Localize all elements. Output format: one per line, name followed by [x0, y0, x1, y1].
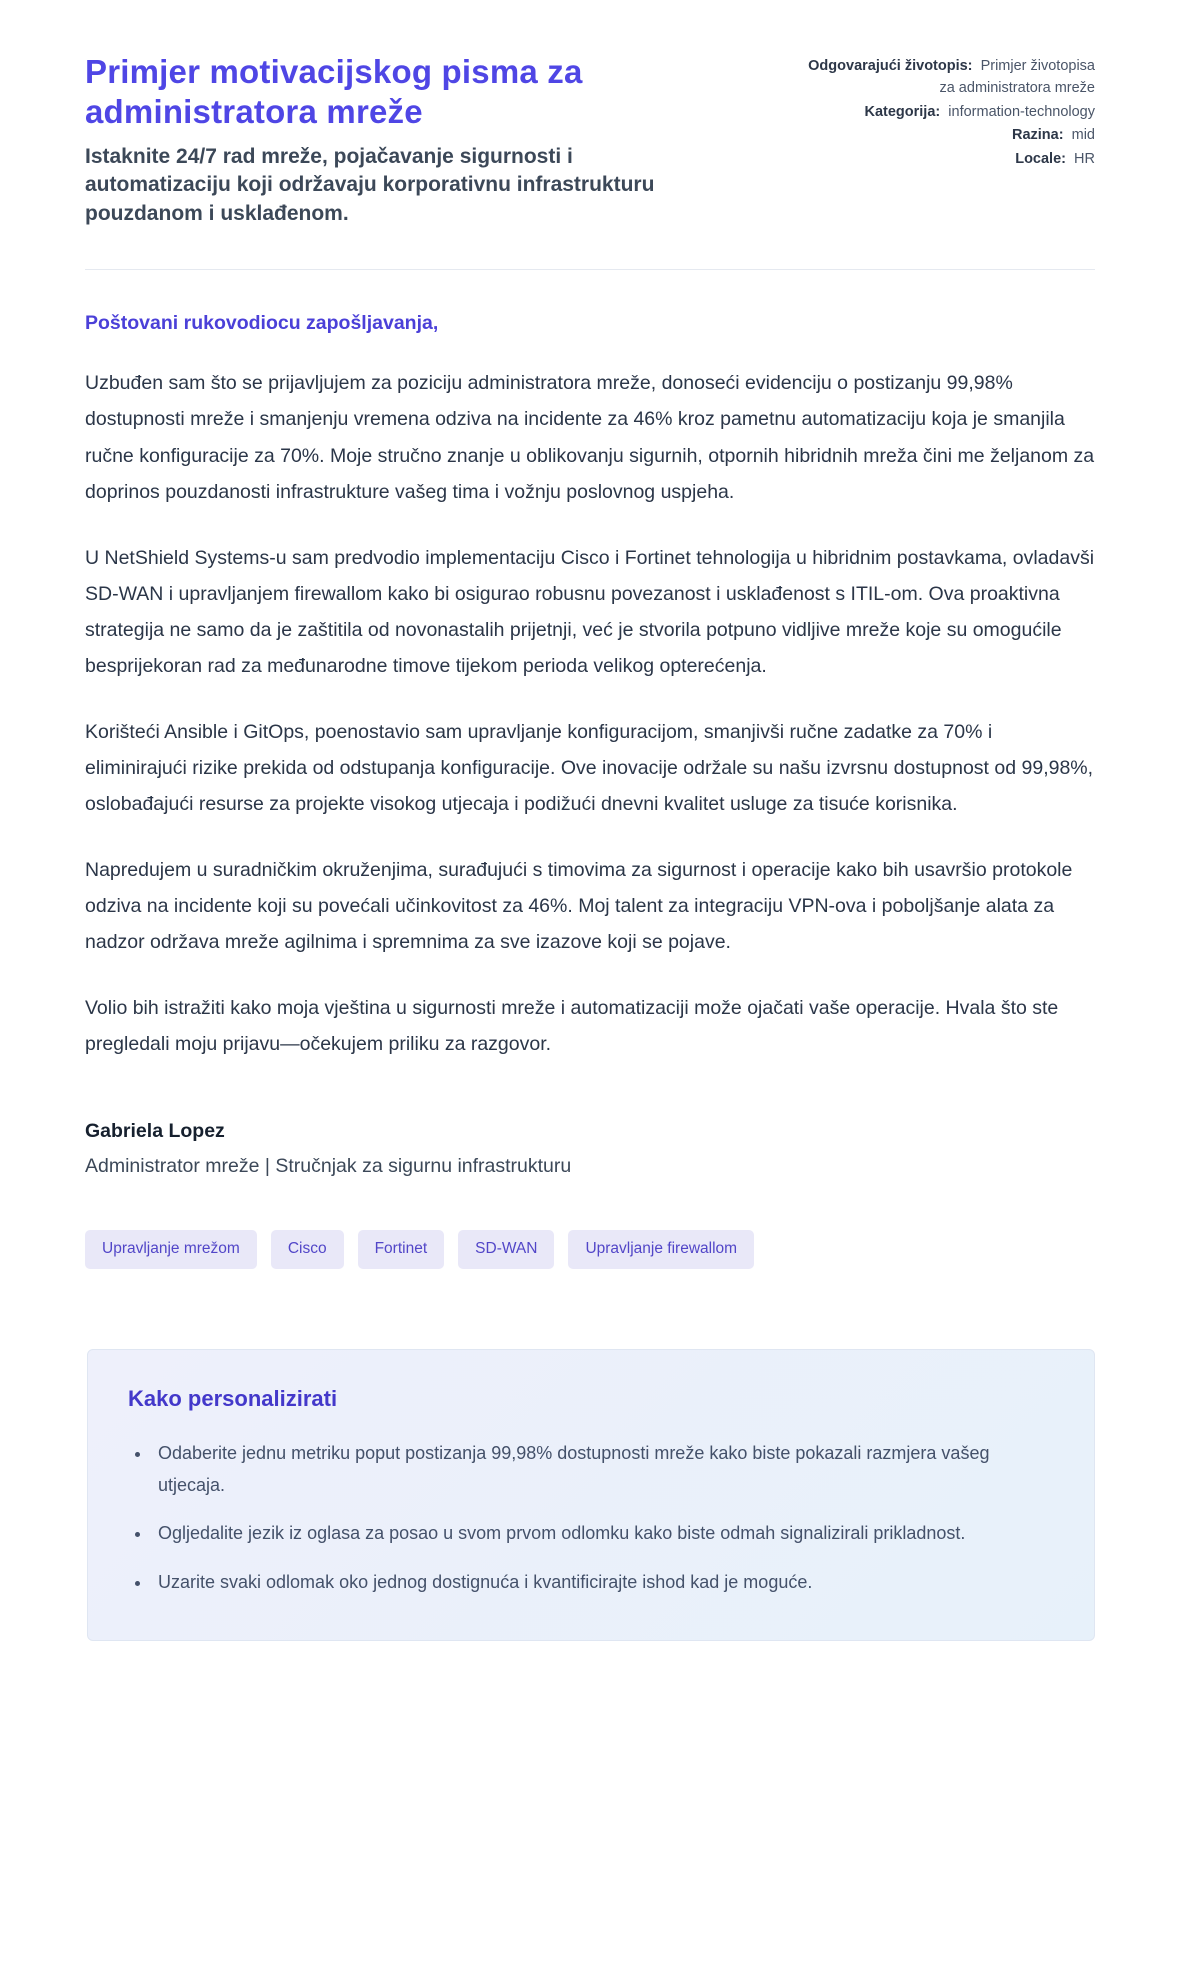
meta-value: Primjer životopisa za administratora mreže [939, 58, 1095, 96]
letter-paragraph: Korišteći Ansible i GitOps, poenostavio sam upravljanje konfiguracijom, smanjivši ručne zadatke za 70% i eliminirajući rizike prekida od odstupanja konfiguracije. Ove inovacije održale su našu izvrsnu dostupnost od 99,98%, oslobađajući resurse za projekte visokog utjecaja i podižući dnevni kvalitet usluge za tisuće korisnika. [85, 720, 1094, 816]
personalization-tips-box [87, 1349, 1095, 1641]
meta-label: Kategorija: [864, 103, 941, 120]
meta-label: Locale: [1015, 151, 1066, 167]
cover-letter-body [85, 312, 1095, 1269]
letter-paragraph: Volio bih istražiti kako moja vještina u sigurnosti mreže i automatizaciji može ojačati vaše operacije. Hvala što ste pregledali moju prijavu—očekujem priliku za razgovor. [85, 997, 1059, 1056]
skill-tag: SD-WAN [458, 1230, 554, 1269]
skill-tag: Cisco [271, 1230, 344, 1269]
skill-tag: Fortinet [358, 1230, 445, 1269]
tip-item: • Uzarite svaki odlomak oko jednog dostignuća i kvantificirajte ishod kad je moguće. [152, 1567, 1032, 1599]
document-meta [795, 56, 1095, 229]
tip-item: • Ogljedalite jezik iz oglasa za posao u svom prvom odlomku kako biste odmah signalizirali prikladnost. [152, 1518, 1032, 1550]
signature-role: Administrator mreže | Stručnjak za sigurnu infrastrukturu [85, 1155, 572, 1178]
skill-tag: Upravljanje firewallom [568, 1230, 754, 1269]
page-title: Primjer motivacijskog pisma za administratora mreže [85, 53, 583, 131]
page-subtitle: Istaknite 24/7 rad mreže, pojačavanje sigurnosti i automatizaciju koji održavaju korporativnu infrastrukturu pouzdanom i usklađenom. [85, 144, 655, 226]
letter-paragraph: U NetShield Systems-u sam predvodio implementaciju Cisco i Fortinet tehnologija u hibridnim postavkama, ovladavši SD-WAN i upravljanjem firewallom kako bi osigurao robusnu povezanost i usklađenost s ITIL-om. Ova proaktivna strategija ne samo da je zaštitila od novonastalih prijetnji, već je stvorila potpuno vidljive mreže koje su omogućile besprijekoran rad za međunarodne timove tijekom perioda velikog opterećenja. [85, 546, 1095, 677]
header [85, 52, 1095, 229]
letter-paragraph: Uzbuđen sam što se prijavljujem za poziciju administratora mreže, donoseći evidenciju o postizanju 99,98% dostupnosti mreže i smanjenju vremena odziva na incidente za 46% kroz pametnu automatizaciju koja je smanjila ručne konfiguracije za 70%. Moje stručno znanje u oblikovanju sigurnih, otpornih hibridnih mreža čini me željanom za doprinos pouzdanosti infrastrukture vašeg tima i vožnju poslovnog uspjeha. [85, 372, 1095, 503]
meta-value: mid [1071, 127, 1095, 144]
skill-tag: Upravljanje mrežom [85, 1230, 257, 1269]
tip-item: • Odaberite jednu metriku poput postizanja 99,98% dostupnosti mreže kako biste pokazali razmjera vašeg utjecaja. [152, 1438, 1032, 1501]
signature-block [85, 1120, 1095, 1178]
skill-tags [85, 1230, 1095, 1269]
meta-value: HR [1074, 151, 1095, 167]
tips-heading: Kako personalizirati [128, 1386, 338, 1411]
letter-paragraph: Napredujem u suradničkim okruženjima, surađujući s timovima za sigurnost i operacije kako bih usavršio protokole odziva na incidente koji su povećali učinkovitost za 46%. Moj talent za integraciju VPN-ova i poboljšanje alata za nadzor održava mreže agilnima i spremnima za sve izazove koji se pojave. [85, 859, 1073, 954]
signature-name: Gabriela Lopez [85, 1120, 225, 1143]
header-title-block [85, 52, 725, 229]
meta-value: information-technology [948, 103, 1095, 120]
meta-level [795, 125, 1095, 147]
meta-label: Odgovarajući životopis: [808, 58, 973, 74]
letter-greeting: Poštovani rukovodiocu zapošljavanja, [85, 312, 439, 335]
meta-matching-resume [795, 56, 1095, 100]
meta-locale [795, 149, 1095, 171]
header-divider [85, 269, 1095, 270]
letter-paragraphs [85, 365, 1095, 1062]
tips-list [128, 1438, 1054, 1598]
meta-category [795, 102, 1095, 124]
meta-label: Razina: [1011, 127, 1064, 144]
